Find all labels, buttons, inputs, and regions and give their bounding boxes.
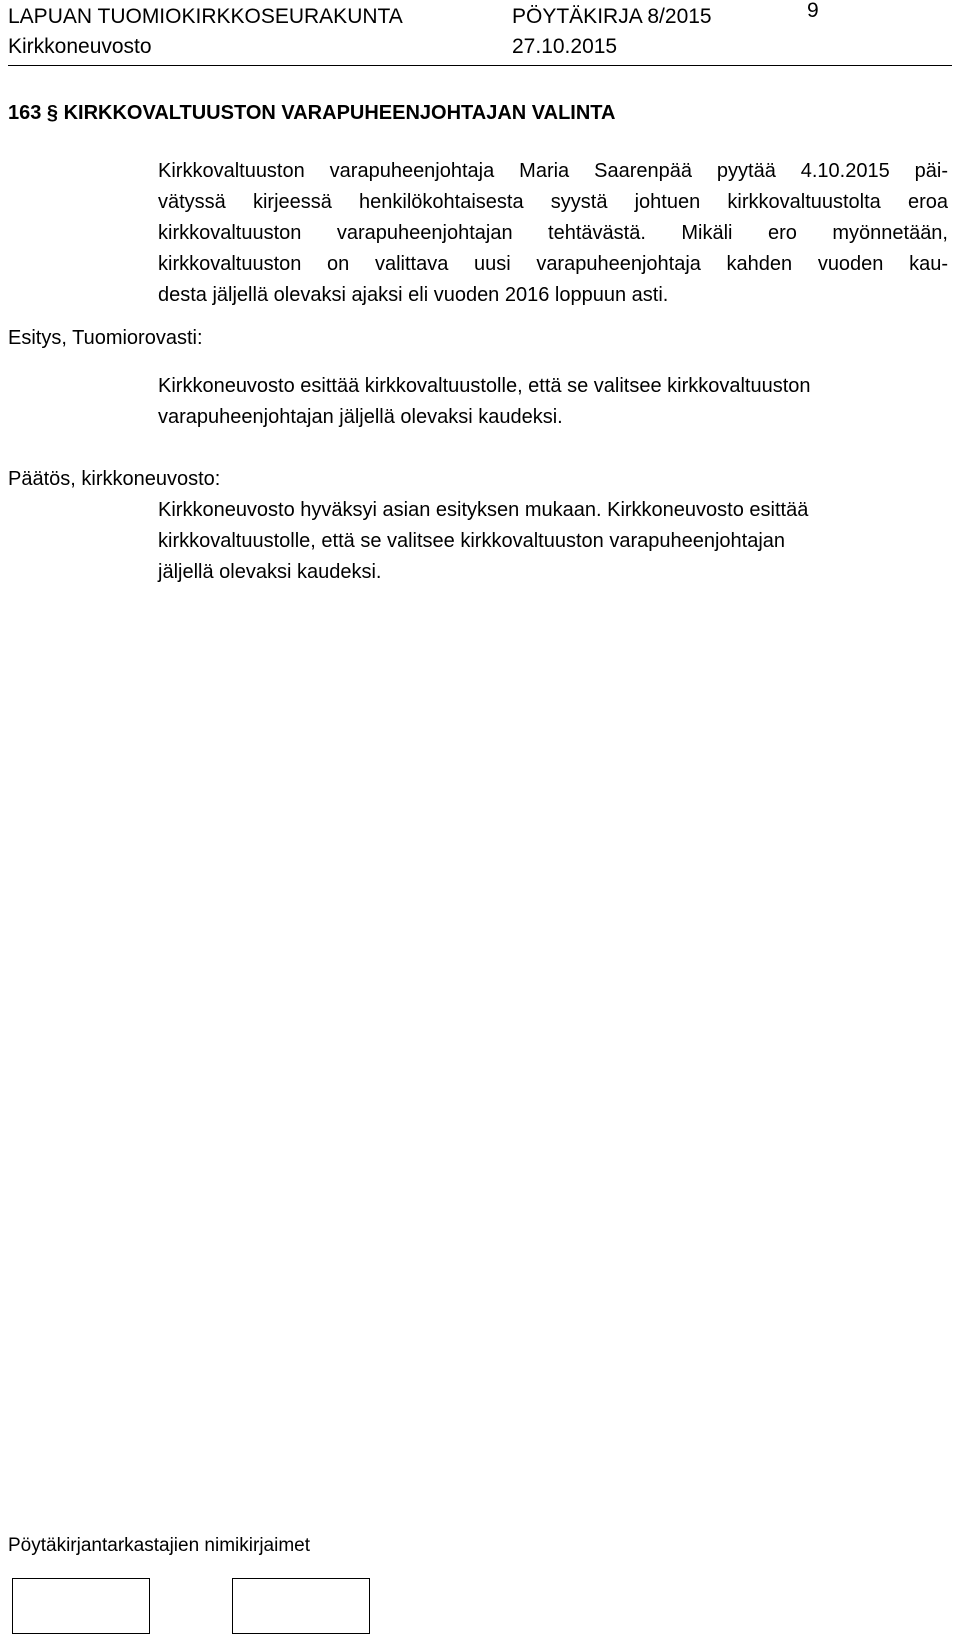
page-number: 9 <box>807 0 819 22</box>
header-document-number: PÖYTÄKIRJA 8/2015 <box>512 5 712 28</box>
intro-line: desta jäljellä olevaksi ajaksi eli vuoden 2016 loppuun asti. <box>158 284 669 306</box>
header-divider <box>8 65 952 66</box>
decision-paragraph <box>158 495 948 588</box>
section-title: 163 § KIRKKOVALTUUSTON VARAPUHEENJOHTAJAN VALINTA <box>8 102 616 124</box>
signature-box <box>232 1578 370 1634</box>
decision-label: Päätös, kirkkoneuvosto: <box>8 468 221 490</box>
proposal-label: Esitys, Tuomiorovasti: <box>8 327 203 349</box>
signature-label: Pöytäkirjantarkastajien nimikirjaimet <box>8 1535 310 1556</box>
signature-box <box>12 1578 150 1634</box>
intro-line: kirkkovaltuuston on valittava uusi varapuheenjohtaja kahden vuoden kau- <box>158 253 948 275</box>
intro-line: kirkkovaltuuston varapuheenjohtajan tehtävästä. Mikäli ero myönnetään, <box>158 222 948 244</box>
decision-line: Kirkkoneuvosto hyväksyi asian esityksen mukaan. Kirkkoneuvosto esittää <box>158 499 809 521</box>
proposal-line: varapuheenjohtajan jäljellä olevaksi kaudeksi. <box>158 406 563 428</box>
decision-line: jäljellä olevaksi kaudeksi. <box>158 561 382 583</box>
proposal-line: Kirkkoneuvosto esittää kirkkovaltuustolle, että se valitsee kirkkovaltuuston <box>158 375 811 397</box>
intro-line: vätyssä kirjeessä henkilökohtaisesta syystä johtuen kirkkovaltuustolta eroa <box>158 191 948 213</box>
decision-line: kirkkovaltuustolle, että se valitsee kirkkovaltuuston varapuheenjohtajan <box>158 530 786 552</box>
proposal-paragraph <box>158 371 948 433</box>
header-body: Kirkkoneuvosto <box>8 35 152 58</box>
intro-paragraph <box>158 156 948 311</box>
header-date: 27.10.2015 <box>512 35 618 58</box>
intro-line: Kirkkovaltuuston varapuheenjohtaja Maria Saarenpää pyytää 4.10.2015 päi- <box>158 160 948 182</box>
header-organization: LAPUAN TUOMIOKIRKKOSEURAKUNTA <box>8 5 403 28</box>
